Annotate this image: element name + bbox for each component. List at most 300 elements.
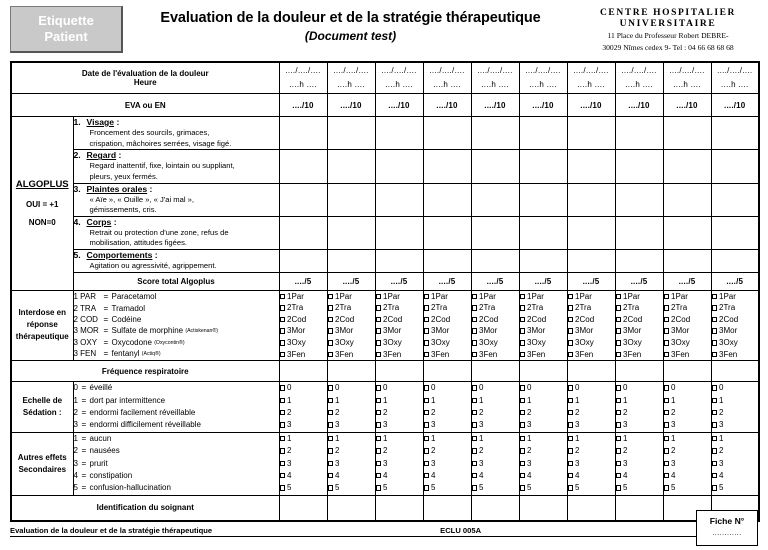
time-entry[interactable]: ....h .... [481, 80, 509, 89]
checkbox-icon[interactable] [280, 305, 286, 311]
sedation-checkbox-option[interactable]: 2 [328, 407, 375, 419]
sedation-checkbox-option[interactable]: 2 [424, 407, 471, 419]
date-entry[interactable]: ..../..../.... [477, 66, 513, 76]
checkbox-icon[interactable] [472, 485, 478, 491]
checkbox-icon[interactable] [568, 305, 574, 311]
side-effect-checkbox-option[interactable]: 4 [376, 470, 423, 482]
checkbox-icon[interactable] [280, 436, 286, 442]
checkbox-icon[interactable] [616, 328, 622, 334]
checkbox-icon[interactable] [376, 410, 382, 416]
criterion-data-cell[interactable] [711, 216, 759, 249]
eva-data-cell[interactable]: ..../10 [519, 94, 567, 117]
algoplus-total-data-cell[interactable]: ..../5 [615, 272, 663, 290]
sedation-checkbox-option[interactable]: 2 [616, 407, 663, 419]
respiratory-rate-data-cell[interactable] [327, 361, 375, 382]
checkbox-icon[interactable] [424, 317, 430, 323]
checkbox-icon[interactable] [568, 473, 574, 479]
checkbox-icon[interactable] [280, 410, 286, 416]
checkbox-icon[interactable] [328, 422, 334, 428]
checkbox-icon[interactable] [424, 436, 430, 442]
sedation-checkbox-option[interactable]: 0 [376, 382, 423, 394]
criterion-data-cell[interactable] [471, 250, 519, 273]
interdose-data-cell[interactable] [327, 290, 375, 361]
checkbox-icon[interactable] [424, 305, 430, 311]
checkbox-icon[interactable] [520, 294, 526, 300]
side-effect-checkbox-option[interactable]: 3 [280, 458, 327, 470]
datetime-data-cell[interactable] [279, 62, 327, 94]
respiratory-rate-data-cell[interactable] [375, 361, 423, 382]
side-effect-checkbox-option[interactable]: 3 [472, 458, 519, 470]
interdose-checkbox-option[interactable]: 3Oxy [376, 337, 423, 349]
sedation-checkbox-option[interactable]: 2 [280, 407, 327, 419]
side-effects-data-cell[interactable] [471, 432, 519, 495]
date-entry[interactable]: ..../..../.... [525, 66, 561, 76]
sedation-checkbox-option[interactable]: 1 [712, 395, 759, 407]
sedation-data-cell[interactable] [663, 382, 711, 433]
interdose-checkbox-option[interactable]: 2Cod [424, 314, 471, 326]
checkbox-icon[interactable] [712, 436, 718, 442]
side-effects-data-cell[interactable] [567, 432, 615, 495]
checkbox-icon[interactable] [664, 485, 670, 491]
checkbox-icon[interactable] [376, 422, 382, 428]
caregiver-id-data-cell[interactable] [423, 495, 471, 521]
interdose-checkbox-option[interactable]: 1Par [712, 291, 759, 303]
respiratory-rate-data-cell[interactable] [615, 361, 663, 382]
criterion-data-cell[interactable] [567, 250, 615, 273]
side-effect-checkbox-option[interactable]: 5 [472, 482, 519, 494]
sedation-checkbox-option[interactable]: 3 [568, 419, 615, 431]
checkbox-icon[interactable] [328, 410, 334, 416]
time-entry[interactable]: ....h .... [289, 80, 317, 89]
side-effect-checkbox-option[interactable]: 5 [424, 482, 471, 494]
sedation-checkbox-option[interactable]: 0 [280, 382, 327, 394]
sedation-data-cell[interactable] [279, 382, 327, 433]
interdose-checkbox-option[interactable]: 2Tra [424, 302, 471, 314]
criterion-data-cell[interactable] [615, 216, 663, 249]
sedation-checkbox-option[interactable]: 1 [520, 395, 567, 407]
fiche-number-box[interactable] [696, 510, 758, 546]
sedation-checkbox-option[interactable]: 3 [328, 419, 375, 431]
datetime-data-cell[interactable] [615, 62, 663, 94]
criterion-data-cell[interactable] [327, 250, 375, 273]
criterion-data-cell[interactable] [711, 117, 759, 150]
checkbox-icon[interactable] [664, 328, 670, 334]
algoplus-total-data-cell[interactable]: ..../5 [471, 272, 519, 290]
checkbox-icon[interactable] [712, 485, 718, 491]
criterion-data-cell[interactable] [615, 150, 663, 183]
interdose-checkbox-option[interactable]: 3Fen [568, 349, 615, 361]
interdose-checkbox-option[interactable]: 3Mor [664, 325, 711, 337]
interdose-checkbox-option[interactable]: 2Cod [568, 314, 615, 326]
side-effect-checkbox-option[interactable]: 2 [568, 445, 615, 457]
datetime-data-cell[interactable] [663, 62, 711, 94]
checkbox-icon[interactable] [280, 398, 286, 404]
respiratory-rate-data-cell[interactable] [711, 361, 759, 382]
sedation-checkbox-option[interactable]: 2 [520, 407, 567, 419]
checkbox-icon[interactable] [472, 461, 478, 467]
sedation-checkbox-option[interactable]: 3 [616, 419, 663, 431]
sedation-checkbox-option[interactable]: 3 [712, 419, 759, 431]
eva-data-cell[interactable]: ..../10 [567, 94, 615, 117]
checkbox-icon[interactable] [328, 485, 334, 491]
sedation-checkbox-option[interactable]: 2 [568, 407, 615, 419]
interdose-checkbox-option[interactable]: 3Mor [328, 325, 375, 337]
respiratory-rate-data-cell[interactable] [423, 361, 471, 382]
criterion-data-cell[interactable] [471, 183, 519, 216]
sedation-checkbox-option[interactable]: 1 [424, 395, 471, 407]
sedation-checkbox-option[interactable]: 2 [376, 407, 423, 419]
interdose-checkbox-option[interactable]: 1Par [568, 291, 615, 303]
interdose-checkbox-option[interactable]: 3Oxy [712, 337, 759, 349]
checkbox-icon[interactable] [424, 352, 430, 358]
sedation-checkbox-option[interactable]: 0 [568, 382, 615, 394]
checkbox-icon[interactable] [376, 485, 382, 491]
criterion-data-cell[interactable] [519, 117, 567, 150]
interdose-checkbox-option[interactable]: 1Par [280, 291, 327, 303]
side-effect-checkbox-option[interactable]: 2 [520, 445, 567, 457]
interdose-checkbox-option[interactable]: 3Mor [520, 325, 567, 337]
checkbox-icon[interactable] [664, 448, 670, 454]
interdose-checkbox-option[interactable]: 1Par [520, 291, 567, 303]
checkbox-icon[interactable] [280, 317, 286, 323]
checkbox-icon[interactable] [568, 317, 574, 323]
criterion-data-cell[interactable] [471, 117, 519, 150]
side-effect-checkbox-option[interactable]: 3 [520, 458, 567, 470]
checkbox-icon[interactable] [520, 448, 526, 454]
checkbox-icon[interactable] [280, 461, 286, 467]
date-entry[interactable]: ..../..../.... [429, 66, 465, 76]
interdose-checkbox-option[interactable]: 2Tra [712, 302, 759, 314]
side-effects-data-cell[interactable] [327, 432, 375, 495]
date-entry[interactable]: ..../..../.... [669, 66, 705, 76]
fiche-input[interactable]: ............ [712, 529, 742, 537]
interdose-checkbox-option[interactable]: 1Par [328, 291, 375, 303]
interdose-checkbox-option[interactable]: 2Cod [280, 314, 327, 326]
checkbox-icon[interactable] [520, 305, 526, 311]
side-effect-checkbox-option[interactable]: 4 [712, 470, 759, 482]
date-entry[interactable]: ..../..../.... [573, 66, 609, 76]
criterion-data-cell[interactable] [375, 183, 423, 216]
side-effects-data-cell[interactable] [375, 432, 423, 495]
checkbox-icon[interactable] [520, 317, 526, 323]
checkbox-icon[interactable] [472, 352, 478, 358]
checkbox-icon[interactable] [568, 422, 574, 428]
interdose-checkbox-option[interactable]: 1Par [616, 291, 663, 303]
checkbox-icon[interactable] [376, 294, 382, 300]
sedation-checkbox-option[interactable]: 1 [376, 395, 423, 407]
checkbox-icon[interactable] [328, 398, 334, 404]
checkbox-icon[interactable] [616, 461, 622, 467]
interdose-checkbox-option[interactable]: 2Tra [616, 302, 663, 314]
checkbox-icon[interactable] [472, 385, 478, 391]
interdose-data-cell[interactable] [279, 290, 327, 361]
checkbox-icon[interactable] [376, 448, 382, 454]
side-effect-checkbox-option[interactable]: 5 [664, 482, 711, 494]
checkbox-icon[interactable] [664, 461, 670, 467]
checkbox-icon[interactable] [520, 473, 526, 479]
criterion-data-cell[interactable] [615, 183, 663, 216]
checkbox-icon[interactable] [568, 385, 574, 391]
interdose-checkbox-option[interactable]: 2Cod [712, 314, 759, 326]
side-effect-checkbox-option[interactable]: 1 [328, 433, 375, 445]
checkbox-icon[interactable] [712, 352, 718, 358]
interdose-checkbox-option[interactable]: 2Cod [472, 314, 519, 326]
side-effect-checkbox-option[interactable]: 5 [616, 482, 663, 494]
sedation-checkbox-option[interactable]: 2 [664, 407, 711, 419]
checkbox-icon[interactable] [328, 328, 334, 334]
algoplus-total-data-cell[interactable]: ..../5 [327, 272, 375, 290]
checkbox-icon[interactable] [424, 461, 430, 467]
interdose-checkbox-option[interactable]: 3Mor [424, 325, 471, 337]
interdose-checkbox-option[interactable]: 3Mor [616, 325, 663, 337]
checkbox-icon[interactable] [712, 317, 718, 323]
checkbox-icon[interactable] [328, 294, 334, 300]
caregiver-id-data-cell[interactable] [327, 495, 375, 521]
sedation-checkbox-option[interactable]: 3 [472, 419, 519, 431]
sedation-checkbox-option[interactable]: 0 [424, 382, 471, 394]
checkbox-icon[interactable] [472, 448, 478, 454]
checkbox-icon[interactable] [520, 352, 526, 358]
checkbox-icon[interactable] [664, 473, 670, 479]
checkbox-icon[interactable] [712, 305, 718, 311]
checkbox-icon[interactable] [616, 422, 622, 428]
interdose-checkbox-option[interactable]: 3Oxy [472, 337, 519, 349]
interdose-checkbox-option[interactable]: 3Fen [712, 349, 759, 361]
sedation-checkbox-option[interactable]: 3 [520, 419, 567, 431]
caregiver-id-data-cell[interactable] [279, 495, 327, 521]
checkbox-icon[interactable] [328, 385, 334, 391]
checkbox-icon[interactable] [664, 385, 670, 391]
side-effect-checkbox-option[interactable]: 2 [664, 445, 711, 457]
criterion-data-cell[interactable] [423, 216, 471, 249]
checkbox-icon[interactable] [616, 317, 622, 323]
criterion-data-cell[interactable] [423, 150, 471, 183]
sedation-checkbox-option[interactable]: 2 [472, 407, 519, 419]
sedation-checkbox-option[interactable]: 1 [280, 395, 327, 407]
caregiver-id-data-cell[interactable] [567, 495, 615, 521]
checkbox-icon[interactable] [328, 436, 334, 442]
interdose-checkbox-option[interactable]: 3Fen [376, 349, 423, 361]
criterion-data-cell[interactable] [567, 216, 615, 249]
datetime-data-cell[interactable] [471, 62, 519, 94]
sedation-checkbox-option[interactable]: 1 [328, 395, 375, 407]
interdose-checkbox-option[interactable]: 3Mor [712, 325, 759, 337]
checkbox-icon[interactable] [328, 473, 334, 479]
algoplus-total-data-cell[interactable]: ..../5 [711, 272, 759, 290]
interdose-checkbox-option[interactable]: 1Par [472, 291, 519, 303]
checkbox-icon[interactable] [424, 485, 430, 491]
side-effect-checkbox-option[interactable]: 3 [616, 458, 663, 470]
checkbox-icon[interactable] [376, 352, 382, 358]
side-effect-checkbox-option[interactable]: 1 [664, 433, 711, 445]
time-entry[interactable]: ....h .... [337, 80, 365, 89]
criterion-data-cell[interactable] [327, 183, 375, 216]
algoplus-total-data-cell[interactable]: ..../5 [423, 272, 471, 290]
side-effect-checkbox-option[interactable]: 1 [472, 433, 519, 445]
sedation-checkbox-option[interactable]: 0 [520, 382, 567, 394]
interdose-checkbox-option[interactable]: 2Tra [280, 302, 327, 314]
sedation-data-cell[interactable] [711, 382, 759, 433]
side-effects-data-cell[interactable] [279, 432, 327, 495]
side-effect-checkbox-option[interactable]: 1 [280, 433, 327, 445]
interdose-checkbox-option[interactable]: 3Fen [520, 349, 567, 361]
side-effect-checkbox-option[interactable]: 1 [520, 433, 567, 445]
criterion-data-cell[interactable] [567, 150, 615, 183]
criterion-data-cell[interactable] [375, 117, 423, 150]
checkbox-icon[interactable] [472, 294, 478, 300]
criterion-data-cell[interactable] [567, 183, 615, 216]
checkbox-icon[interactable] [520, 385, 526, 391]
interdose-checkbox-option[interactable]: 2Tra [376, 302, 423, 314]
checkbox-icon[interactable] [472, 328, 478, 334]
checkbox-icon[interactable] [616, 436, 622, 442]
sedation-checkbox-option[interactable]: 2 [712, 407, 759, 419]
interdose-data-cell[interactable] [519, 290, 567, 361]
checkbox-icon[interactable] [568, 461, 574, 467]
algoplus-total-data-cell[interactable]: ..../5 [375, 272, 423, 290]
sedation-checkbox-option[interactable]: 1 [616, 395, 663, 407]
interdose-data-cell[interactable] [615, 290, 663, 361]
criterion-data-cell[interactable] [375, 250, 423, 273]
criterion-data-cell[interactable] [375, 216, 423, 249]
checkbox-icon[interactable] [664, 317, 670, 323]
checkbox-icon[interactable] [712, 294, 718, 300]
sedation-checkbox-option[interactable]: 1 [472, 395, 519, 407]
interdose-checkbox-option[interactable]: 2Tra [472, 302, 519, 314]
checkbox-icon[interactable] [520, 422, 526, 428]
criterion-data-cell[interactable] [423, 117, 471, 150]
criterion-data-cell[interactable] [663, 183, 711, 216]
checkbox-icon[interactable] [664, 305, 670, 311]
checkbox-icon[interactable] [376, 461, 382, 467]
interdose-checkbox-option[interactable]: 3Mor [280, 325, 327, 337]
checkbox-icon[interactable] [712, 340, 718, 346]
checkbox-icon[interactable] [616, 352, 622, 358]
side-effect-checkbox-option[interactable]: 4 [520, 470, 567, 482]
interdose-checkbox-option[interactable]: 2Cod [664, 314, 711, 326]
checkbox-icon[interactable] [520, 398, 526, 404]
checkbox-icon[interactable] [664, 294, 670, 300]
interdose-checkbox-option[interactable]: 1Par [376, 291, 423, 303]
eva-data-cell[interactable]: ..../10 [279, 94, 327, 117]
sedation-checkbox-option[interactable]: 0 [664, 382, 711, 394]
side-effect-checkbox-option[interactable]: 5 [376, 482, 423, 494]
criterion-data-cell[interactable] [279, 216, 327, 249]
interdose-checkbox-option[interactable]: 3Oxy [328, 337, 375, 349]
checkbox-icon[interactable] [472, 317, 478, 323]
sedation-data-cell[interactable] [375, 382, 423, 433]
side-effects-data-cell[interactable] [711, 432, 759, 495]
time-entry[interactable]: ....h .... [673, 80, 701, 89]
interdose-checkbox-option[interactable]: 3Fen [280, 349, 327, 361]
datetime-data-cell[interactable] [711, 62, 759, 94]
checkbox-icon[interactable] [712, 410, 718, 416]
eva-data-cell[interactable]: ..../10 [663, 94, 711, 117]
interdose-checkbox-option[interactable]: 3Oxy [616, 337, 663, 349]
caregiver-id-data-cell[interactable] [375, 495, 423, 521]
interdose-checkbox-option[interactable]: 3Oxy [568, 337, 615, 349]
datetime-data-cell[interactable] [327, 62, 375, 94]
checkbox-icon[interactable] [568, 436, 574, 442]
checkbox-icon[interactable] [616, 305, 622, 311]
side-effect-checkbox-option[interactable]: 3 [664, 458, 711, 470]
interdose-data-cell[interactable] [567, 290, 615, 361]
side-effect-checkbox-option[interactable]: 3 [328, 458, 375, 470]
algoplus-total-data-cell[interactable]: ..../5 [567, 272, 615, 290]
side-effect-checkbox-option[interactable]: 2 [616, 445, 663, 457]
side-effects-data-cell[interactable] [423, 432, 471, 495]
checkbox-icon[interactable] [616, 398, 622, 404]
eva-data-cell[interactable]: ..../10 [471, 94, 519, 117]
side-effects-data-cell[interactable] [519, 432, 567, 495]
criterion-data-cell[interactable] [279, 183, 327, 216]
checkbox-icon[interactable] [424, 473, 430, 479]
checkbox-icon[interactable] [472, 398, 478, 404]
interdose-checkbox-option[interactable]: 3Mor [472, 325, 519, 337]
sedation-data-cell[interactable] [519, 382, 567, 433]
checkbox-icon[interactable] [712, 398, 718, 404]
checkbox-icon[interactable] [424, 422, 430, 428]
checkbox-icon[interactable] [520, 485, 526, 491]
interdose-data-cell[interactable] [663, 290, 711, 361]
side-effect-checkbox-option[interactable]: 1 [376, 433, 423, 445]
criterion-data-cell[interactable] [663, 150, 711, 183]
checkbox-icon[interactable] [712, 473, 718, 479]
criterion-data-cell[interactable] [663, 250, 711, 273]
side-effect-checkbox-option[interactable]: 1 [712, 433, 759, 445]
side-effect-checkbox-option[interactable]: 1 [424, 433, 471, 445]
eva-data-cell[interactable]: ..../10 [327, 94, 375, 117]
criterion-data-cell[interactable] [519, 183, 567, 216]
side-effect-checkbox-option[interactable]: 2 [472, 445, 519, 457]
criterion-data-cell[interactable] [663, 216, 711, 249]
sedation-data-cell[interactable] [615, 382, 663, 433]
sedation-checkbox-option[interactable]: 0 [616, 382, 663, 394]
checkbox-icon[interactable] [472, 305, 478, 311]
date-entry[interactable]: ..../..../.... [333, 66, 369, 76]
checkbox-icon[interactable] [376, 340, 382, 346]
interdose-checkbox-option[interactable]: 2Cod [376, 314, 423, 326]
criterion-data-cell[interactable] [519, 150, 567, 183]
checkbox-icon[interactable] [664, 352, 670, 358]
checkbox-icon[interactable] [424, 340, 430, 346]
criterion-data-cell[interactable] [615, 250, 663, 273]
side-effect-checkbox-option[interactable]: 2 [712, 445, 759, 457]
sedation-checkbox-option[interactable]: 1 [664, 395, 711, 407]
criterion-data-cell[interactable] [711, 183, 759, 216]
sedation-checkbox-option[interactable]: 0 [328, 382, 375, 394]
interdose-checkbox-option[interactable]: 3Fen [664, 349, 711, 361]
criterion-data-cell[interactable] [423, 250, 471, 273]
interdose-checkbox-option[interactable]: 3Mor [376, 325, 423, 337]
interdose-data-cell[interactable] [711, 290, 759, 361]
checkbox-icon[interactable] [472, 422, 478, 428]
checkbox-icon[interactable] [472, 340, 478, 346]
sedation-checkbox-option[interactable]: 1 [568, 395, 615, 407]
checkbox-icon[interactable] [424, 328, 430, 334]
time-entry[interactable]: ....h .... [529, 80, 557, 89]
interdose-checkbox-option[interactable]: 3Oxy [664, 337, 711, 349]
checkbox-icon[interactable] [280, 473, 286, 479]
interdose-checkbox-option[interactable]: 3Oxy [280, 337, 327, 349]
interdose-checkbox-option[interactable]: 3Mor [568, 325, 615, 337]
time-entry[interactable]: ....h .... [625, 80, 653, 89]
interdose-data-cell[interactable] [423, 290, 471, 361]
sedation-checkbox-option[interactable]: 3 [280, 419, 327, 431]
checkbox-icon[interactable] [712, 422, 718, 428]
checkbox-icon[interactable] [376, 385, 382, 391]
eva-data-cell[interactable]: ..../10 [375, 94, 423, 117]
